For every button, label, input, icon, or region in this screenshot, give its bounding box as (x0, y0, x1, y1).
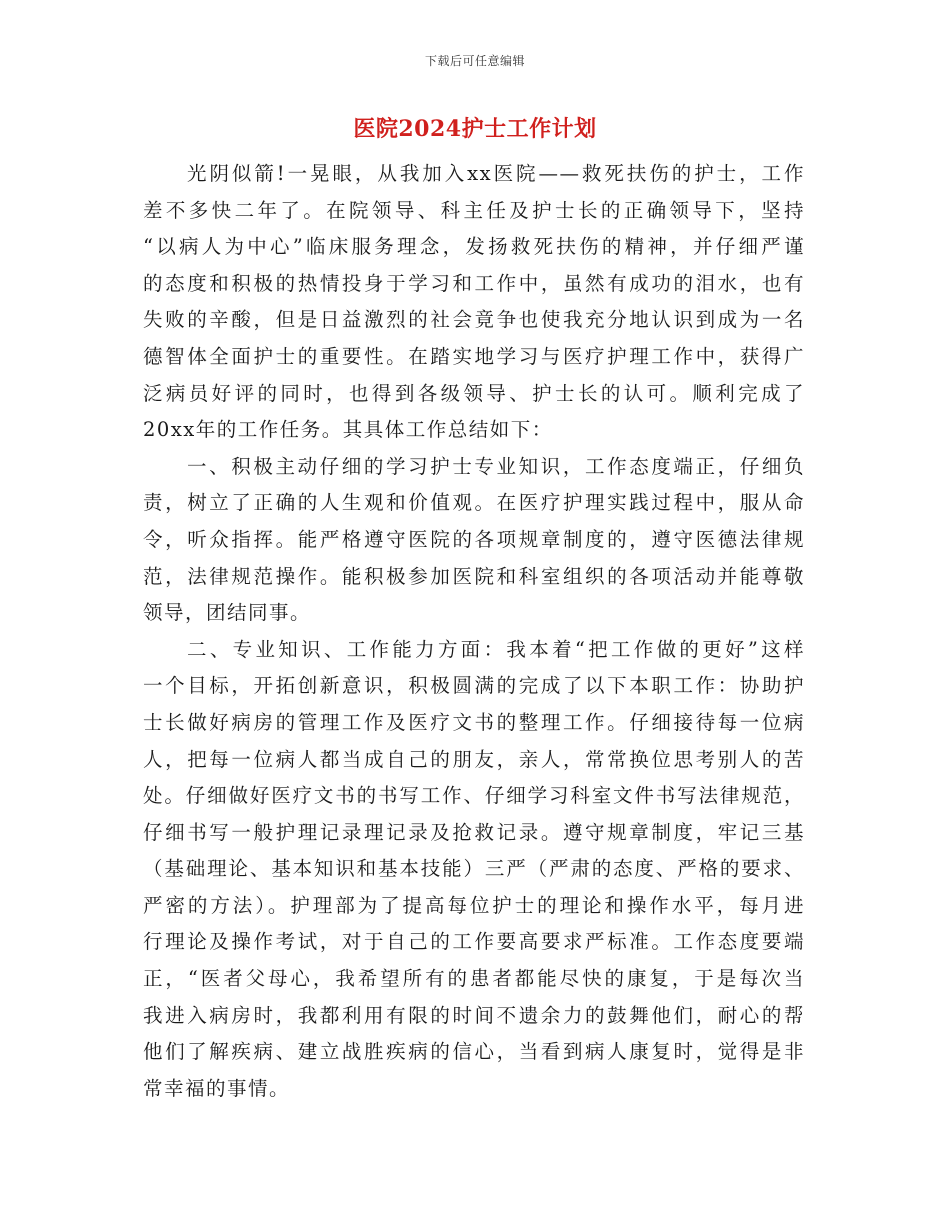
text-line: “以病人为中心”临床服务理念，发扬救死扶伤的精神，并仔细严谨 (143, 235, 805, 259)
paragraph-section-one (143, 449, 805, 632)
text-line: 20xx年的工作任务。其具体工作总结如下： (143, 418, 553, 442)
text-line: 行理论及操作考试，对于自己的工作要高要求严标准。工作态度要端 (143, 930, 805, 954)
text-line: 一、积极主动仔细的学习护士专业知识，工作态度端正，仔细负 (187, 454, 805, 478)
text-line: 我进入病房时，我都利用有限的时间不遗余力的鼓舞他们，耐心的帮 (143, 1003, 805, 1027)
text-line: 失败的辛酸，但是日益激烈的社会竟争也使我充分地认识到成为一名 (143, 308, 805, 332)
text-line: 范，法律规范操作。能积极参加医院和科室组织的各项活动并能尊敬 (143, 564, 805, 588)
page-header-note: 下载后可任意编辑 (424, 54, 525, 68)
paragraph-section-two (143, 632, 805, 1108)
text-line: 的态度和积极的热情投身于学习和工作中，虽然有成功的泪水，也有 (143, 271, 805, 295)
text-line: 责，树立了正确的人生观和价值观。在医疗护理实践过程中，服从命 (143, 491, 805, 515)
text-line: 他们了解疾病、建立战胜疾病的信心，当看到病人康复时，觉得是非 (143, 1040, 805, 1064)
text-line: 处。仔细做好医疗文书的书写工作、仔细学习科室文件书写法律规范， (143, 784, 805, 808)
text-line: 严密的方法）。护理部为了提高每位护士的理论和操作水平，每月进 (143, 893, 805, 917)
document-title: 医院2024护士工作计划 (353, 116, 597, 142)
text-line: 二、专业知识、工作能力方面：我本着“把工作做的更好”这样 (187, 637, 805, 661)
paragraph-intro (143, 156, 805, 449)
text-line: 差不多快二年了。在院领导、科主任及护士长的正确领导下，坚持 (143, 198, 805, 222)
text-line: 光阴似箭!一晃眼，从我加入xx医院——救死扶伤的护士，工作 (187, 162, 805, 185)
text-line: 士长做好病房的管理工作及医疗文书的整理工作。仔细接待每一位病 (143, 710, 805, 734)
text-line: 德智体全面护士的重要性。在踏实地学习与医疗护理工作中，获得广 (143, 344, 805, 368)
text-line: 仔细书写一般护理记录理记录及抢救记录。遵守规章制度，牢记三基 (143, 820, 805, 844)
text-line: 常幸福的事情。 (143, 1076, 291, 1100)
text-line: 泛病员好评的同时，也得到各级领导、护士长的认可。顺利完成了 (143, 381, 805, 405)
text-line: 领导，团结同事。 (143, 601, 312, 625)
text-line: 令，听众指挥。能严格遵守医院的各项规章制度的，遵守医德法律规 (143, 527, 805, 551)
document-body (143, 156, 805, 1107)
text-line: 一个目标，开拓创新意识，积极圆满的完成了以下本职工作：协助护 (143, 674, 805, 698)
text-line: 人，把每一位病人都当成自己的朋友，亲人，常常换位思考别人的苦 (143, 747, 805, 771)
text-line: 正，“医者父母心，我希望所有的患者都能尽快的康复，于是每次当 (143, 967, 805, 991)
text-line: （基础理论、基本知识和基本技能）三严（严肃的态度、严格的要求、 (143, 857, 805, 881)
